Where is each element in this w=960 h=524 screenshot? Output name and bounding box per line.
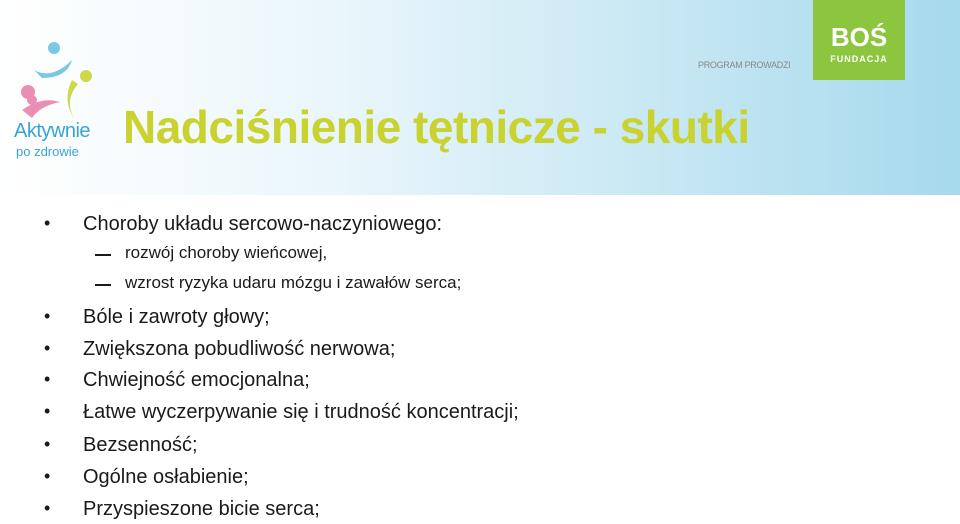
bos-logo-name: BOŚ xyxy=(830,22,888,52)
bos-logo-sub: FUNDACJA xyxy=(830,54,888,64)
bullet-icon: • xyxy=(44,338,51,358)
dash-icon xyxy=(95,254,111,256)
dash-icon xyxy=(95,284,111,286)
bullet-icon: • xyxy=(44,213,51,233)
bullet-icon: • xyxy=(44,466,51,486)
list-item: Ogólne osłabienie; xyxy=(83,466,249,488)
list-item: Przyspieszone bicie serca; xyxy=(83,498,320,520)
bos-foundation-logo xyxy=(813,0,905,80)
list-item: Zwiększona pobudliwość nerwowa; xyxy=(83,338,396,360)
list-item: Bezsenność; xyxy=(83,434,198,456)
logo-text-po-zdrowie: po zdrowie xyxy=(16,144,79,159)
bullet-icon: • xyxy=(44,401,51,421)
sub-list-item: wzrost ryzyka udaru mózgu i zawałów serca; xyxy=(125,273,462,292)
program-label: PROGRAM PROWADZI xyxy=(698,60,791,70)
bullet-icon: • xyxy=(44,306,51,326)
slide-title: Nadciśnienie tętnicze - skutki xyxy=(123,101,750,153)
bullet-icon: • xyxy=(44,498,51,518)
logo-text-aktywnie: Aktywnie xyxy=(14,120,91,142)
bullet-icon: • xyxy=(44,369,51,389)
list-item: Chwiejność emocjonalna; xyxy=(83,369,310,391)
list-item: Łatwe wyczerpywanie się i trudność koncentracji; xyxy=(83,401,519,423)
slide-header xyxy=(0,0,960,195)
list-item: Choroby układu sercowo-naczyniowego: xyxy=(83,213,443,235)
sub-list-item: rozwój choroby wieńcowej, xyxy=(125,243,328,262)
list-item: Bóle i zawroty głowy; xyxy=(83,306,270,328)
bullet-icon: • xyxy=(44,434,51,454)
